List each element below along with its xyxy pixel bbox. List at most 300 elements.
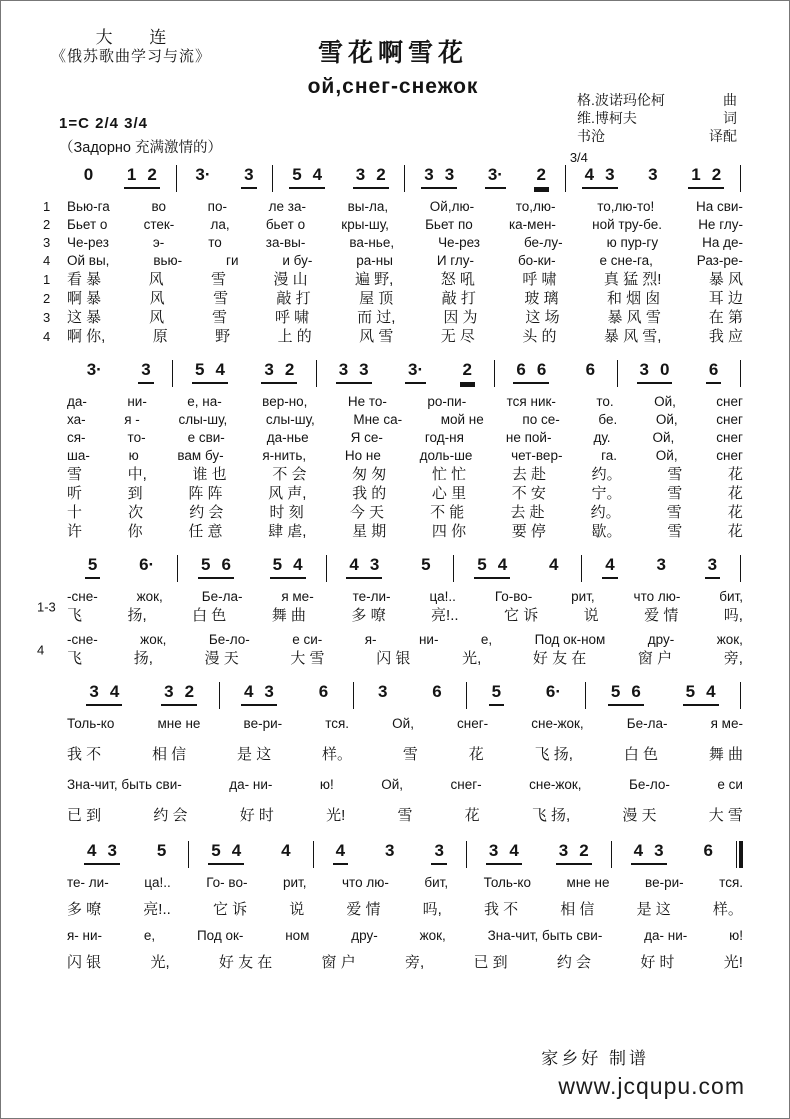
barline [466, 682, 467, 709]
syllable: ша- [67, 448, 90, 463]
tempo-marking: （Задорно 充满激情的） [59, 140, 223, 156]
syllable: 吗, [422, 901, 442, 918]
syllable: И глу- [436, 253, 475, 268]
syllable: 今 天 [349, 504, 384, 521]
note: 3 [355, 165, 366, 184]
syllable: 这 暴 [67, 309, 102, 326]
syllable: 歇。 [591, 523, 622, 540]
measure [568, 150, 738, 189]
syllable: 亮!.. [431, 607, 459, 624]
lyric-row-chinese [43, 606, 743, 625]
beat-unit [346, 555, 382, 579]
note: 0 [83, 165, 94, 184]
syllable: 头 的 [522, 328, 557, 345]
note: 4 [243, 682, 254, 701]
syllable: 花 [727, 523, 743, 540]
syllable: ни- [418, 632, 439, 647]
syllable: и бу- [282, 253, 313, 268]
credit-row [577, 127, 737, 145]
syllable: 好 友 在 [532, 650, 587, 667]
note: 5 [156, 841, 167, 860]
note: 5 [477, 555, 487, 574]
measure [180, 555, 323, 579]
syllable: Вью-га [67, 199, 110, 214]
syllable: ца!.. [429, 589, 456, 604]
beat-unit [546, 555, 561, 577]
syllable: жок, [136, 589, 163, 604]
syllable: е, на- [187, 394, 222, 409]
syllable: да- ни- [229, 777, 273, 792]
syllable: 约 会 [556, 954, 592, 971]
note: 6 [708, 360, 719, 379]
lyric-row-chinese [43, 649, 743, 668]
syllable: я ме- [281, 589, 314, 604]
measure [497, 360, 615, 384]
barline [353, 682, 354, 709]
syllable: 好 时 [239, 807, 274, 824]
lyric-row-russian [43, 411, 743, 429]
syllable: Бе-ла- [626, 716, 668, 731]
verse-number: 4 [43, 329, 51, 344]
beat-unit [161, 682, 197, 706]
syllable: 玻 璃 [524, 290, 559, 307]
syllable: Го-во- [494, 589, 533, 604]
syllable: тся. [325, 716, 350, 731]
syllable: Толь-ко [483, 875, 532, 890]
beat-unit [631, 841, 667, 865]
beat-unit [198, 555, 234, 579]
syllable: 约 会 [189, 504, 224, 521]
note: 6 [703, 841, 713, 860]
beat-unit [602, 555, 617, 579]
verse-number: 2 [43, 217, 51, 232]
beat-unit [405, 360, 426, 384]
syllable: 啊 你, [67, 328, 106, 345]
syllable: Зна-чит, быть сви- [487, 928, 603, 943]
measure [67, 165, 174, 189]
barline [581, 555, 582, 582]
measure [329, 555, 452, 579]
notes-row [67, 551, 743, 582]
syllable: 好 友 在 [218, 954, 273, 971]
syllable: 飞 扬, [531, 807, 571, 824]
syllable: по се- [522, 412, 560, 427]
syllable: я - [124, 412, 140, 427]
credit-role: 译配 [709, 128, 737, 145]
lyric-row-chinese [43, 900, 743, 919]
beat-unit [489, 682, 504, 706]
beat-unit [382, 841, 397, 863]
syllable: те-ли- [352, 589, 391, 604]
beat-unit [124, 165, 160, 189]
lyric-row-russian [43, 429, 743, 447]
beat-unit [701, 841, 716, 863]
note: 3 [107, 841, 117, 860]
maker-credit: 家乡好 制谱 [541, 1049, 649, 1068]
syllable: 宁。 [591, 485, 622, 502]
syllable: бо-ки- [517, 253, 556, 268]
syllable: 雪 [212, 309, 228, 326]
lyric-row-chinese [43, 806, 743, 825]
syllable: Бе-ла- [201, 589, 243, 604]
syllable: Бе-ло- [629, 777, 670, 792]
note: 5 [211, 841, 221, 860]
note: 6 [318, 682, 329, 701]
syllable: 无 尽 [440, 328, 475, 345]
syllable: то,лю- [515, 199, 556, 214]
syllable: 光, [462, 650, 482, 667]
note: 3 [707, 555, 718, 574]
syllable: 样。 [322, 746, 353, 763]
notes-row [67, 678, 743, 709]
syllable: 说 [289, 901, 305, 918]
syllable: 扬, [133, 650, 153, 667]
note: 1 [126, 165, 137, 184]
syllable: 雪 [667, 485, 683, 502]
final-barline [736, 841, 743, 868]
syllable: ном [285, 928, 310, 943]
beat-unit [513, 360, 549, 384]
beat-unit [316, 682, 331, 704]
barline [611, 841, 612, 868]
syllable: 因 为 [443, 309, 478, 326]
note: 4 [548, 555, 559, 574]
syllable: 敲 打 [276, 290, 311, 307]
note: 4 [706, 682, 716, 701]
syllables [67, 745, 743, 764]
system-4 [43, 678, 743, 825]
syllables [67, 715, 743, 733]
syllable: 次 [128, 504, 144, 521]
note: 2 [376, 165, 386, 184]
syllable: снег- [457, 716, 489, 731]
syllable: 暴 风 [708, 271, 743, 288]
syllable: е, [143, 928, 156, 943]
credit-role: 词 [723, 110, 737, 127]
syllable: 吗, [723, 607, 743, 624]
credits-block [577, 91, 737, 146]
lyric-row-chinese [43, 289, 743, 308]
syllable: 已 到 [473, 954, 508, 971]
syllable: 呼 啸 [274, 309, 310, 326]
note: 6 [221, 555, 231, 574]
syllable: ха- [67, 412, 86, 427]
syllable: Не глу- [698, 217, 743, 232]
syllables [67, 606, 743, 625]
note: 3 [264, 360, 274, 379]
syllable: снег [716, 448, 743, 463]
measure [407, 165, 562, 189]
syllable: 约。 [591, 466, 622, 483]
syllable: за-вы- [265, 235, 306, 250]
syllable: 样。 [712, 901, 743, 918]
notes-row [67, 150, 743, 192]
syllable: 光, [150, 954, 170, 971]
syllables [67, 522, 743, 541]
syllable: е си- [292, 632, 323, 647]
syllable: е сви- [187, 430, 225, 445]
lyric-row-chinese [43, 522, 743, 541]
beat-unit [208, 841, 244, 865]
measure [67, 682, 217, 706]
syllable: Ой вы, [67, 253, 110, 268]
syllable: жок, [419, 928, 446, 943]
syllable: 时 刻 [269, 504, 304, 521]
lyric-group [43, 393, 743, 541]
syllable: тся. [719, 875, 743, 890]
note: 5 [685, 682, 696, 701]
lyric-row-chinese [43, 327, 743, 346]
syllable: 啊 暴 [67, 290, 102, 307]
barline [326, 555, 327, 582]
beat-unit [583, 360, 598, 382]
syllables [67, 327, 743, 346]
corner-book-title: 《俄苏歌曲学习与流》 [51, 48, 212, 66]
syllable: га. [601, 448, 618, 463]
syllables [67, 270, 743, 289]
syllable: 爱 情 [644, 607, 679, 624]
syllable: 窗 户 [637, 650, 673, 667]
syllable: 匆 匆 [352, 466, 387, 483]
syllable: Ой, [655, 448, 678, 463]
syllables [67, 874, 743, 892]
syllables [67, 429, 743, 447]
note: 3· [86, 360, 102, 379]
syllable: стек- [143, 217, 175, 232]
song-title-ru: ой,снег-снежок [307, 75, 479, 98]
beat-unit [582, 165, 618, 189]
lyric-group [43, 874, 743, 972]
note: 6 [432, 682, 442, 701]
note: 3 [89, 682, 99, 701]
syllable: ной тру-бе. [592, 217, 662, 232]
note: 4 [281, 841, 291, 860]
syllable: слы-шу, [265, 412, 315, 427]
barline [172, 360, 173, 387]
note: 3 [639, 360, 649, 379]
note: 3 [378, 682, 388, 701]
syllable: 漫 天 [622, 807, 657, 824]
note: 4 [605, 555, 615, 574]
syllable: 怒 吼 [440, 271, 475, 288]
syllable: Мне са- [353, 412, 403, 427]
syllable: 约 会 [153, 807, 188, 824]
lyric-row-russian [43, 588, 743, 606]
syllables [67, 776, 743, 794]
syllable: 大 雪 [708, 807, 743, 824]
barline [272, 165, 273, 192]
note: 3 [424, 165, 434, 184]
syllable: ра-ны [356, 253, 393, 268]
lyric-row-chinese [43, 465, 743, 484]
syllable: 旁, [404, 954, 425, 971]
barline [404, 165, 405, 192]
measure [179, 165, 271, 189]
beat-unit [261, 360, 297, 384]
beat-unit [192, 360, 228, 384]
syllable: 四 你 [431, 523, 467, 540]
beat-unit [706, 360, 721, 384]
barline [176, 165, 177, 192]
note: 4 [231, 841, 242, 860]
beat-unit [429, 682, 444, 704]
syllable: 去 赴 [510, 504, 545, 521]
lyric-row-russian [43, 234, 743, 252]
syllables [67, 588, 743, 606]
lyric-group [43, 198, 743, 346]
syllable: кры-шу, [341, 217, 389, 232]
note: 5 [491, 682, 502, 701]
syllable: 闪 银 [67, 954, 102, 971]
beat-unit [421, 165, 457, 189]
syllable: ся- [67, 430, 86, 445]
syllable: 在 第 [708, 309, 743, 326]
note: 4 [509, 841, 519, 860]
lyric-row-russian [43, 874, 743, 892]
note: 5 [87, 555, 98, 574]
syllable: 我 的 [352, 485, 387, 502]
note: 5 [272, 555, 283, 574]
note: 4 [86, 841, 97, 860]
syllable: снег [716, 412, 743, 427]
syllable: вам бу- [177, 448, 224, 463]
beat-unit [375, 682, 390, 704]
syllable: 不 会 [272, 466, 307, 483]
syllable: 雪 [213, 290, 229, 307]
syllable: ду. [593, 430, 611, 445]
syllable: 风 雪 [359, 328, 394, 345]
syllable: 和 烟 囱 [606, 290, 661, 307]
syllable: 雪 [67, 466, 83, 483]
syllable: 暴 风 雪 [607, 309, 661, 326]
beat-unit [241, 165, 256, 189]
syllables [67, 447, 743, 465]
beat-unit [534, 165, 549, 189]
note: 6 [631, 682, 641, 701]
syllable: дру- [351, 928, 378, 943]
syllable: 雪 [397, 807, 413, 824]
note: 4 [293, 555, 303, 574]
syllable: 暴 风 雪, [603, 328, 662, 345]
syllable: э- [152, 235, 165, 250]
syllable: снег [716, 394, 743, 409]
beat-unit [81, 165, 96, 187]
syllable: жок, [716, 632, 743, 647]
syllable: Раз-ре- [696, 253, 743, 268]
note: 2 [284, 360, 295, 379]
syllable: На сви- [695, 199, 743, 214]
measure [222, 682, 351, 706]
syllable: 呼 啸 [522, 271, 557, 288]
syllable: 约。 [590, 504, 621, 521]
credit-row [577, 91, 737, 109]
notes-row [67, 837, 743, 868]
end-barline [740, 165, 741, 192]
measure [588, 682, 738, 706]
syllable: 去 赴 [511, 466, 546, 483]
beat-unit [431, 841, 446, 865]
barline [177, 555, 178, 582]
note: 5 [292, 165, 302, 184]
syllables [67, 411, 743, 429]
syllable: 要 停 [511, 523, 546, 540]
syllable: 光! [723, 954, 743, 971]
syllable: 花 [727, 485, 743, 502]
syllable: ве-ри- [645, 875, 684, 890]
note: 6· [545, 682, 562, 701]
note: 3 [164, 682, 174, 701]
note: 3 [359, 360, 369, 379]
syllable: Бьет о [67, 217, 108, 232]
syllable: е сне-га, [599, 253, 653, 268]
syllable: то,лю-то! [597, 199, 655, 214]
syllable: 花 [727, 466, 743, 483]
syllables [67, 465, 743, 484]
syllable: 雪 [402, 746, 418, 763]
syllables [67, 393, 743, 411]
site-url: www.jcqupu.com [558, 1073, 745, 1099]
note: 4 [109, 682, 120, 701]
syllable: 说 [583, 607, 599, 624]
syllable: 亮!.. [143, 901, 171, 918]
system-5 [43, 837, 743, 972]
syllable: то- [127, 430, 146, 445]
lyric-row-russian [43, 927, 743, 945]
final-thick-line [739, 841, 743, 868]
syllable: 风 声, [268, 485, 307, 502]
verse-label: 4 [37, 642, 45, 657]
note: 0 [660, 360, 670, 379]
end-barline [740, 360, 741, 387]
lyric-row-chinese [43, 503, 743, 522]
note: 6 [585, 360, 596, 379]
note: 4 [497, 555, 508, 574]
syllable: снег- [450, 777, 482, 792]
syllable: 原 [152, 328, 168, 345]
note: 3 [264, 682, 274, 701]
verse-number: 4 [43, 253, 51, 268]
syllable: да- ни- [644, 928, 688, 943]
syllable: 它 诉 [504, 607, 539, 624]
syllable: 而 过, [357, 309, 396, 326]
syllable: мне не [157, 716, 201, 731]
syllable: 已 到 [67, 807, 102, 824]
syllable: 你 [127, 523, 143, 540]
syllable: 真 猛 烈! [603, 271, 662, 288]
syllable: Ой, [654, 394, 676, 409]
syllable: 耳 边 [708, 290, 743, 307]
end-barline [740, 555, 741, 582]
syllable: 相 信 [152, 746, 187, 763]
beat-unit [485, 165, 506, 189]
syllable: 爱 情 [346, 901, 381, 918]
syllable: 野 [215, 328, 231, 345]
measure [469, 841, 609, 865]
syllable: 飞 [67, 650, 83, 667]
syllable: бит, [719, 589, 743, 604]
measure [319, 360, 492, 384]
lyric-row-russian [43, 447, 743, 465]
syllables [67, 252, 743, 270]
meter-change-label: 3/4 [569, 150, 588, 165]
syllable: я- ни- [67, 928, 103, 943]
credit-role: 曲 [723, 92, 737, 108]
syllable: 雪 [211, 271, 227, 288]
syllables [67, 900, 743, 919]
syllable: не пой- [505, 430, 552, 445]
lyric-row-chinese [43, 308, 743, 327]
syllable: 雪 [666, 504, 682, 521]
